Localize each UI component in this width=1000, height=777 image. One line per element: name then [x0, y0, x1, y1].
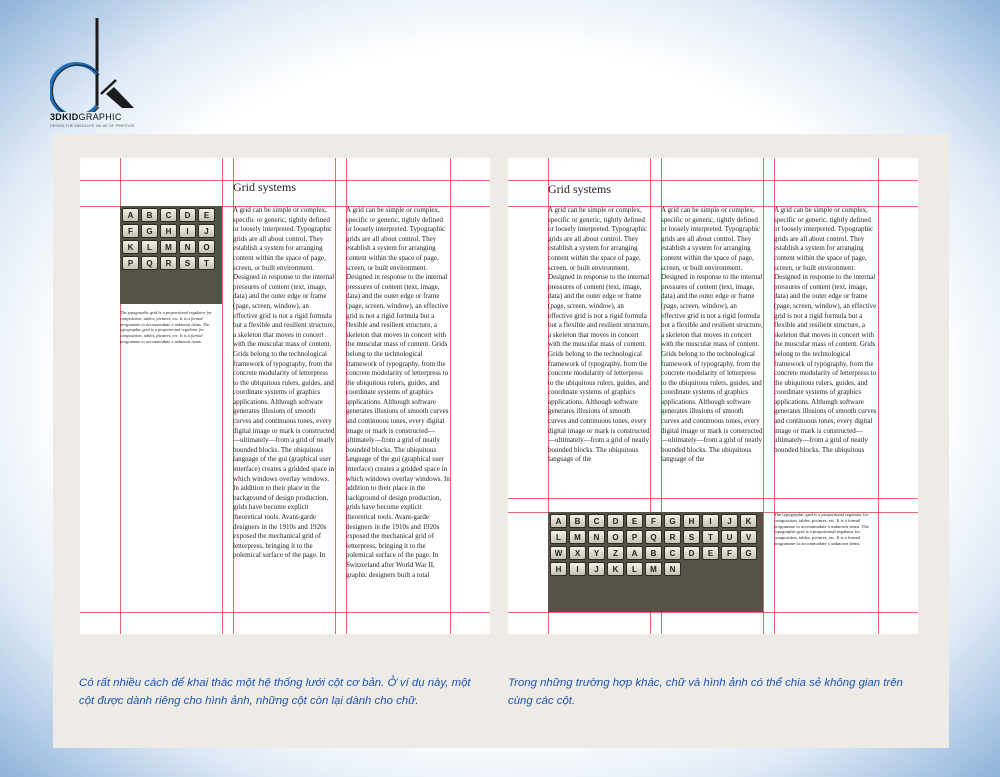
- image-caption: The typographic grid is a proportional regulator for composition, tables, pictures, etc. It is a formal programme to accommodate x unknown items. The typographic grid is a proportional regulator for composition, tables, pictures, etc. It is a formal programme to accommodate x unknown items.: [774, 512, 869, 546]
- key-cap: Y: [588, 546, 605, 560]
- key-cap: J: [588, 562, 605, 576]
- key-cap: D: [607, 514, 624, 528]
- text-column-1: A grid can be simple or complex, specific or generic, tightly defined or loosely interpreted. Typographic grids are all about control. They establish a system for arranging content within the space of page, screen, or built environment. Designed in response to the internal pressures of content (text, image, data) and the outer edge or frame (page, screen, window), an effective grid is not a rigid formula but a flexible and resilient structure, a skeleton that moves in concert with the muscular mass of content. Grids belong to the technological framework of typography, from the concrete modularity of letterpress to the ubiquitous rulers, guides, and coordinate systems of graphics applications. Although software generates illusions of smooth curves and continuous tones, every digital image or mark is constructed—ultimately—from a grid of neatly bounded blocks. The ubiquitous language of the: [548, 206, 650, 464]
- key-cap: F: [721, 546, 738, 560]
- key-cap: T: [198, 256, 215, 270]
- content-panel: [53, 134, 949, 748]
- key-cap: E: [626, 514, 643, 528]
- keyboard-photo: [548, 512, 763, 612]
- key-cap: I: [702, 514, 719, 528]
- key-cap: I: [179, 224, 196, 238]
- key-cap: V: [740, 530, 757, 544]
- key-cap: A: [626, 546, 643, 560]
- key-cap: U: [721, 530, 738, 544]
- right-description: Trong những trường hợp khác, chữ và hình ảnh có thể chia sẻ không gian trên cùng các cột.: [508, 677, 903, 707]
- key-cap: K: [122, 240, 139, 254]
- key-cap: L: [141, 240, 158, 254]
- key-cap: L: [626, 562, 643, 576]
- key-cap: H: [683, 514, 700, 528]
- key-cap: A: [550, 514, 567, 528]
- left-description: Có rất nhiều cách để khai thác một hệ thống lưới cột cơ bản. Ở ví dụ này, một cột được dành riêng cho hình ảnh, những cột còn lại dành cho chữ.: [79, 677, 471, 707]
- text-column-1: A grid can be simple or complex, specific or generic, tightly defined or loosely interpreted. Typographic grids are all about control. They establish a system for arranging content within the space of page, screen, or built environment. Designed in response to the internal pressures of content (text, image, data) and the outer edge or frame (page, screen, window), an effective grid is not a rigid formula but a flexible and resilient structure, a skeleton that moves in concert with the muscular mass of content. Grids belong to the technological framework of typography, from the concrete modularity of letterpress to the ubiquitous rulers, guides, and coordinate systems of graphics applications. Although software generates illusions of smooth curves and continuous tones, every digital image or mark is constructed—ultimately—from a grid of neatly bounded blocks. The ubiquitous language of the gui (graphical user interface) creates a gridded space in which windows overlay windows. In addition to their place in the background of design production, grids have become explicit theoretical tools. Avant-garde designers in the 1910s and 1920s exposed the mechanical grid of letterpress, bringing it to the polemical surface of the page. In: [233, 206, 335, 560]
- key-cap: N: [179, 240, 196, 254]
- key-cap: Z: [607, 546, 624, 560]
- key-cap: M: [160, 240, 177, 254]
- logo-brand: 3DKIDGRAPHIC: [50, 112, 122, 122]
- key-cap: J: [721, 514, 738, 528]
- key-cap: M: [569, 530, 586, 544]
- key-cap: F: [122, 224, 139, 238]
- key-cap: A: [122, 208, 139, 222]
- key-cap: M: [645, 562, 662, 576]
- key-cap: C: [664, 546, 681, 560]
- key-cap: G: [141, 224, 158, 238]
- key-cap: W: [550, 546, 567, 560]
- key-cap: G: [664, 514, 681, 528]
- key-cap: I: [569, 562, 586, 576]
- right-page-example: [508, 158, 918, 634]
- key-cap: K: [607, 562, 624, 576]
- left-page-example: [80, 158, 490, 634]
- key-cap: O: [607, 530, 624, 544]
- page-title: Grid systems: [548, 182, 611, 196]
- key-cap: B: [141, 208, 158, 222]
- key-cap: H: [160, 224, 177, 238]
- key-cap: L: [550, 530, 567, 544]
- key-cap: N: [588, 530, 605, 544]
- key-cap: F: [645, 514, 662, 528]
- key-cap: H: [550, 562, 567, 576]
- image-caption: The typographic grid is a proportional regulator for composition, tables, pictures, etc. It is a formal programme to accommodate x unknown items. The typographic grid is a proportional regulator for composition, tables, pictures, etc. It is a formal programme to accommodate x unknown items.: [120, 310, 212, 344]
- key-cap: B: [645, 546, 662, 560]
- page-title: Grid systems: [233, 180, 296, 194]
- keyboard-photo: [120, 206, 222, 304]
- key-cap: S: [683, 530, 700, 544]
- key-cap: P: [626, 530, 643, 544]
- key-cap: P: [122, 256, 139, 270]
- key-cap: S: [179, 256, 196, 270]
- key-cap: R: [160, 256, 177, 270]
- key-cap: Q: [645, 530, 662, 544]
- text-column-2: A grid can be simple or complex, specific or generic, tightly defined or loosely interpreted. Typographic grids are all about control. They establish a system for arranging content within the space of page, screen, or built environment. Designed in response to the internal pressures of content (text, image, data) and the outer edge or frame (page, screen, window), an effective grid is not a rigid formula but a flexible and resilient structure, a skeleton that moves in concert with the muscular mass of content. Grids belong to the technological framework of typography, from the concrete modularity of letterpress to the ubiquitous rulers, guides, and coordinate systems of graphics applications. Although software generates illusions of smooth curves and continuous tones, every digital image or mark is constructed—ultimately—from a grid of neatly bounded blocks. The ubiquitous language of the: [661, 206, 763, 464]
- key-cap: G: [740, 546, 757, 560]
- key-cap: E: [702, 546, 719, 560]
- key-cap: X: [569, 546, 586, 560]
- key-cap: Q: [141, 256, 158, 270]
- key-cap: C: [160, 208, 177, 222]
- key-cap: D: [179, 208, 196, 222]
- text-column-3: A grid can be simple or complex, specific or generic, tightly defined or loosely interpreted. Typographic grids are all about control. They establish a system for arranging content within the space of page, screen, or built environment. Designed in response to the internal pressures of content (text, image, data) and the outer edge or frame (page, screen, window), an effective grid is not a rigid formula but a flexible and resilient structure, a skeleton that moves in concert with the muscular mass of content. Grids belong to the technological framework of typography, from the concrete modularity of letterpress to the ubiquitous rulers, guides, and coordinate systems of graphics applications. Although software generates illusions of smooth curves and continuous tones, every digital image or mark is constructed—ultimately—from a grid of neatly bounded blocks. The ubiquitous: [774, 206, 877, 454]
- key-cap: J: [198, 224, 215, 238]
- logo: [50, 14, 150, 126]
- dk-monogram-icon: [50, 14, 150, 112]
- text-column-2: A grid can be simple or complex, specific or generic, tightly defined or loosely interpreted. Typographic grids are all about control. They establish a system for arranging content within the space of page, screen, or built environment. Designed in response to the internal pressures of content (text, image, data) and the outer edge or frame (page, screen, window), an effective grid is not a rigid formula but a flexible and resilient structure, a skeleton that moves in concert with the muscular mass of content. Grids belong to the technological framework of typography, from the concrete modularity of letterpress to the ubiquitous rulers, guides, and coordinate systems of graphics applications. Although software generates illusions of smooth curves and continuous tones, every digital image or mark is constructed—ultimately—from a grid of neatly bounded blocks. The ubiquitous language of the gui (graphical user interface) creates a gridded space in which windows overlay windows. In addition to their place in the background of design production, grids have become explicit theoretical tools. Avant-garde designers in the 1910s and 1920s exposed the mechanical grid of letterpress, bringing it to the polemical surface of the page. In Switzerland after World War II, graphic designers built a total: [346, 206, 450, 579]
- key-cap: R: [664, 530, 681, 544]
- key-cap: T: [702, 530, 719, 544]
- logo-tagline: DESIGN THE ABSOLUTE VALUE OF PRESTIGE: [50, 124, 135, 128]
- key-cap: N: [664, 562, 681, 576]
- key-cap: K: [740, 514, 757, 528]
- key-cap: D: [683, 546, 700, 560]
- key-cap: C: [588, 514, 605, 528]
- key-cap: B: [569, 514, 586, 528]
- key-cap: O: [198, 240, 215, 254]
- key-cap: E: [198, 208, 215, 222]
